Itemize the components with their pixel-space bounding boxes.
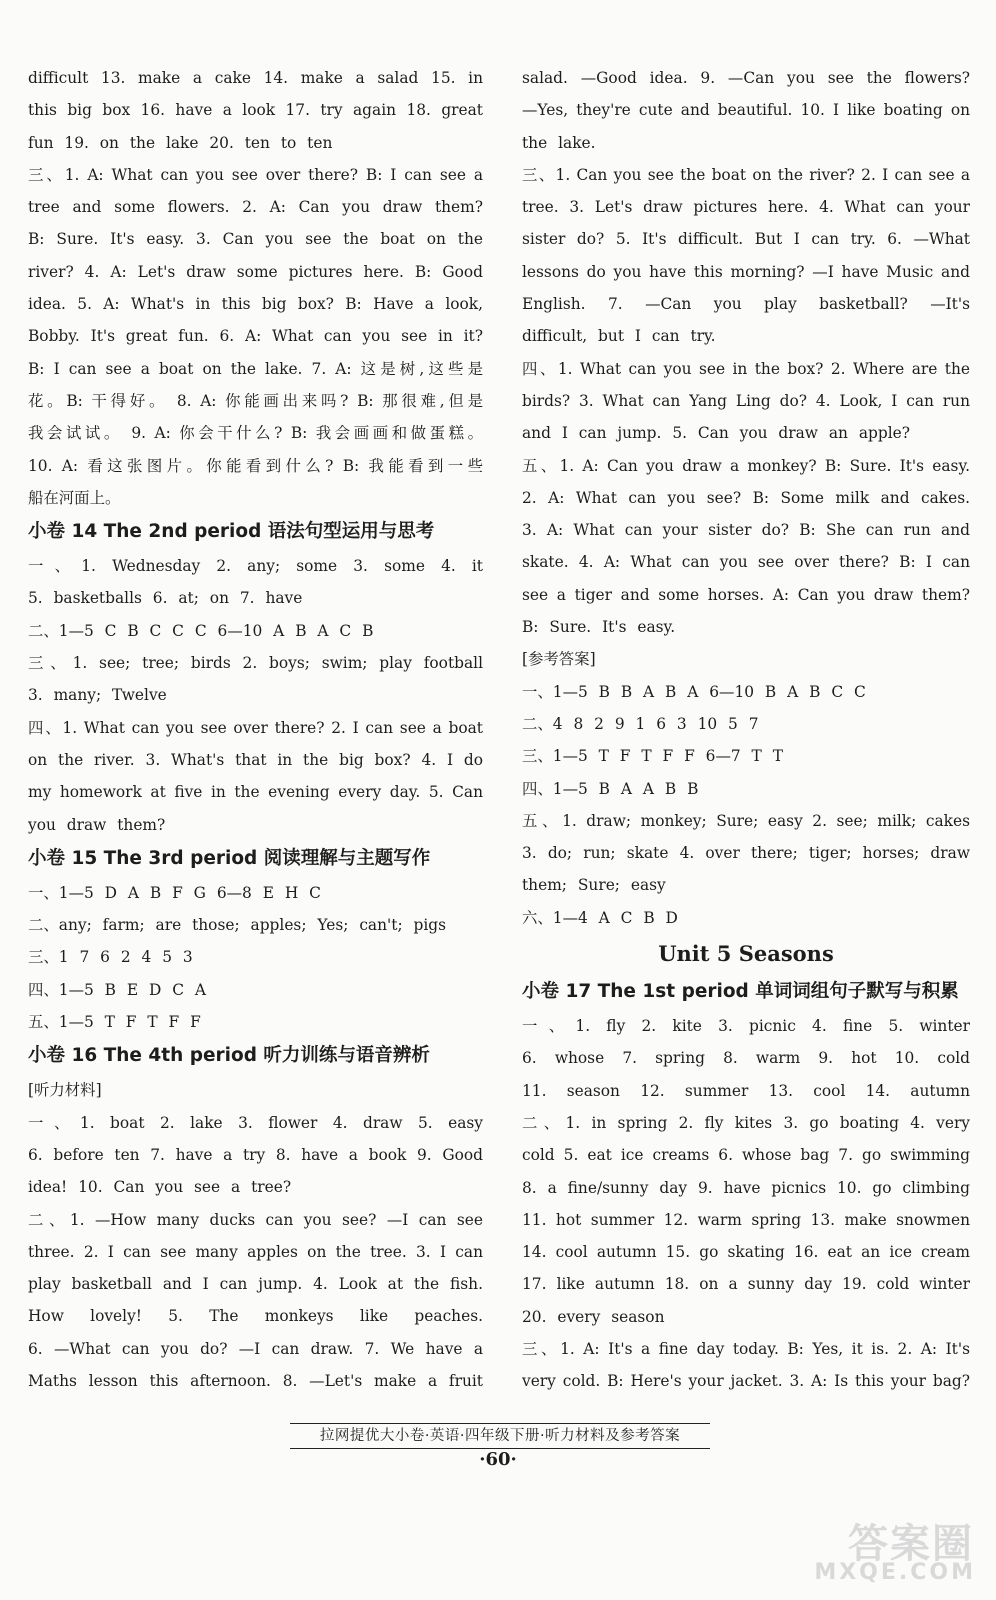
section-14-title: 小卷 14 The 2nd period 语法句型运用与思考 [28, 521, 435, 543]
text-line: 四、1. What can you see in the box? 2. Where are the [522, 359, 970, 378]
text-line: them; Sure; easy [522, 876, 666, 895]
text-line: 船在河面上。 [28, 488, 121, 507]
text-line: 五、1. A: Can you draw a monkey? B: Sure. It's easy. [522, 456, 970, 475]
text-line: fun 19. on the lake 20. ten to ten [28, 133, 333, 152]
text-line: salad. —Good idea. 9. —Can you see the flowers? [522, 69, 970, 87]
text-line: 二、any; farm; are those; apples; Yes; can't; pigs [28, 916, 447, 935]
text-line: difficult 13. make a cake 14. make a salad 15. in [28, 69, 483, 87]
text-line: 一、1—5 B B A B A 6—10 B A B C C [522, 682, 866, 701]
answers-label: [参考答案] [522, 650, 596, 669]
text-line: 11. hot summer 12. warm spring 13. make snowmen [522, 1210, 970, 1229]
text-line: cold 5. eat ice creams 6. whose bag 7. go swimming [522, 1146, 970, 1165]
text-line: 6. —What can you do? —I can draw. 7. We have a [28, 1339, 483, 1358]
text-line: 3. do; run; skate 4. over there; tiger; horses; draw [522, 844, 970, 863]
text-line: 17. like autumn 18. on a sunny day 19. cold winter [522, 1275, 970, 1294]
footer [290, 1423, 710, 1449]
text-line: 四、1. What can you see over there? 2. I can see a boat [28, 718, 483, 737]
left-column [28, 62, 483, 1397]
text-line: three. 2. I can see many apples on the tree. 3. I can [28, 1242, 483, 1261]
text-line: 5. basketballs 6. at; on 7. have [28, 589, 303, 608]
text-line: 6. whose 7. spring 8. warm 9. hot 10. cold [522, 1049, 970, 1068]
text-line: 10. A: 看这张图片。你能看到什么? B: 我能看到一些 [28, 456, 483, 475]
text-line: 14. cool autumn 15. go skating 16. eat an ice cream [522, 1243, 970, 1262]
text-line: on the river. 3. What's that in the big box? 4. I do [28, 750, 483, 769]
text-line: and I can jump. 5. Can you draw an apple? [522, 424, 911, 443]
text-line: skate. 4. A: What can you see over there? B: I can [522, 553, 970, 572]
text-line: birds? 3. What can Yang Ling do? 4. Look, I can run [522, 391, 970, 410]
text-line: 一、1. Wednesday 2. any; some 3. some 4. it [28, 557, 483, 576]
text-line: 3. A: What can your sister do? B: She can run and [522, 521, 970, 540]
text-line: difficult, but I can try. [522, 327, 716, 346]
text-line: 二、1. in spring 2. fly kites 3. go boating 4. very [522, 1113, 970, 1132]
text-line: —Yes, they're cute and beautiful. 10. I like boating on [522, 101, 970, 120]
text-line: 6. before ten 7. have a try 8. have a book 9. Good [28, 1145, 483, 1164]
text-line: 二、1—5 C B C C C 6—10 A B A C B [28, 621, 374, 640]
text-line: 一、1—5 D A B F G 6—8 E H C [28, 883, 321, 902]
text-line: 一、1. fly 2. kite 3. picnic 4. fine 5. winter [522, 1017, 970, 1036]
text-line: 11. season 12. summer 13. cool 14. autumn [522, 1081, 970, 1100]
text-line: 五、1. draw; monkey; Sure; easy 2. see; milk; cakes [522, 811, 970, 830]
text-line: 花。B: 干得好。 8. A: 你能画出来吗? B: 那很难,但是 [28, 391, 483, 410]
text-line: 三、1. Can you see the boat on the river? 2. I can see a [522, 165, 970, 184]
text-line: my homework at five in the evening every day. 5. Can [28, 783, 483, 802]
watermark [814, 1512, 982, 1590]
text-line: 四、1—5 B E D C A [28, 980, 206, 999]
text-line: see a tiger and some horses. A: Can you draw them? [522, 585, 970, 604]
text-line: How lovely! 5. The monkeys like peaches. [28, 1307, 483, 1326]
text-line: idea! 10. Can you see a tree? [28, 1178, 292, 1197]
text-line: 3. many; Twelve [28, 686, 167, 705]
right-column [522, 62, 970, 1398]
text-line: tree and some flowers. 2. A: Can you draw them? [28, 198, 483, 217]
text-line: English. 7. —Can you play basketball? —It's [522, 295, 970, 314]
section-15-title: 小卷 15 The 3rd period 阅读理解与主题写作 [28, 847, 431, 869]
text-line: play basketball and I can jump. 4. Look at the fish. [28, 1275, 483, 1294]
text-line: 2. A: What can you see? B: Some milk and cakes. [522, 488, 970, 507]
text-line: 三、1—5 T F T F F 6—7 T T [522, 747, 783, 766]
text-line: 二、1. —How many ducks can you see? —I can see [28, 1210, 483, 1229]
text-line: 三、1. A: It's a fine day today. B: Yes, it is. 2. A: It's [522, 1339, 970, 1358]
text-line: 一、1. boat 2. lake 3. flower 4. draw 5. easy [28, 1113, 483, 1132]
text-line: lessons do you have this morning? —I have Music and [522, 262, 970, 281]
text-line: B: Sure. It's easy. [522, 618, 676, 637]
footer-text: 拉网提优大小卷·英语·四年级下册·听力材料及参考答案 [290, 1424, 710, 1449]
text-line: 三、1. A: What can you see over there? B: I can see a [28, 165, 483, 184]
text-line: Bobby. It's great fun. 6. A: What can you see in it? [28, 327, 483, 346]
text-line: this big box 16. have a look 17. try again 18. great [28, 101, 483, 120]
text-line: 六、1—4 A C B D [522, 908, 678, 927]
section-16-title: 小卷 16 The 4th period 听力训练与语音辨析 [28, 1045, 430, 1067]
unit-title: Unit 5 Seasons [658, 941, 834, 967]
text-line: sister do? 5. It's difficult. But I can try. 6. —What [522, 230, 970, 249]
text-line: idea. 5. A: What's in this big box? B: Have a look, [28, 295, 483, 314]
watermark-url: MXQE.COM [814, 1560, 976, 1585]
text-line: you draw them? [28, 815, 166, 834]
text-line: tree. 3. Let's draw pictures here. 4. What can your [522, 198, 970, 217]
text-line: 我会试试。 9. A: 你会干什么? B: 我会画画和做蛋糕。 [28, 424, 483, 443]
text-line: very cold. B: Here's your jacket. 3. A: Is this your bag? [522, 1372, 970, 1391]
text-line: the lake. [522, 133, 596, 152]
text-line: 8. a fine/sunny day 9. have picnics 10. go climbing [522, 1178, 970, 1197]
text-line: 三、1 7 6 2 4 5 3 [28, 948, 193, 967]
text-line: Maths lesson this afternoon. 8. —Let's make a fruit [28, 1371, 483, 1390]
listening-material-label: [听力材料] [28, 1081, 102, 1100]
section-17-title: 小卷 17 The 1st period 单词词组句子默写与积累 [522, 981, 959, 1003]
text-line: 20. every season [522, 1307, 665, 1326]
page-number: ·60· [479, 1449, 517, 1470]
watermark-logo: 答案圈 [848, 1521, 974, 1567]
text-line: 五、1—5 T F T F F [28, 1013, 201, 1032]
text-line: river? 4. A: Let's draw some pictures here. B: Good [28, 262, 483, 281]
text-line: B: Sure. It's easy. 3. Can you see the boat on the [28, 230, 483, 249]
text-line: 三、1. see; tree; birds 2. boys; swim; play football [28, 654, 483, 673]
text-line: 二、4 8 2 9 1 6 3 10 5 7 [522, 714, 759, 733]
text-line: 四、1—5 B A A B B [522, 779, 699, 798]
text-line: B: I can see a boat on the lake. 7. A: 这是树,这些是 [28, 359, 483, 378]
